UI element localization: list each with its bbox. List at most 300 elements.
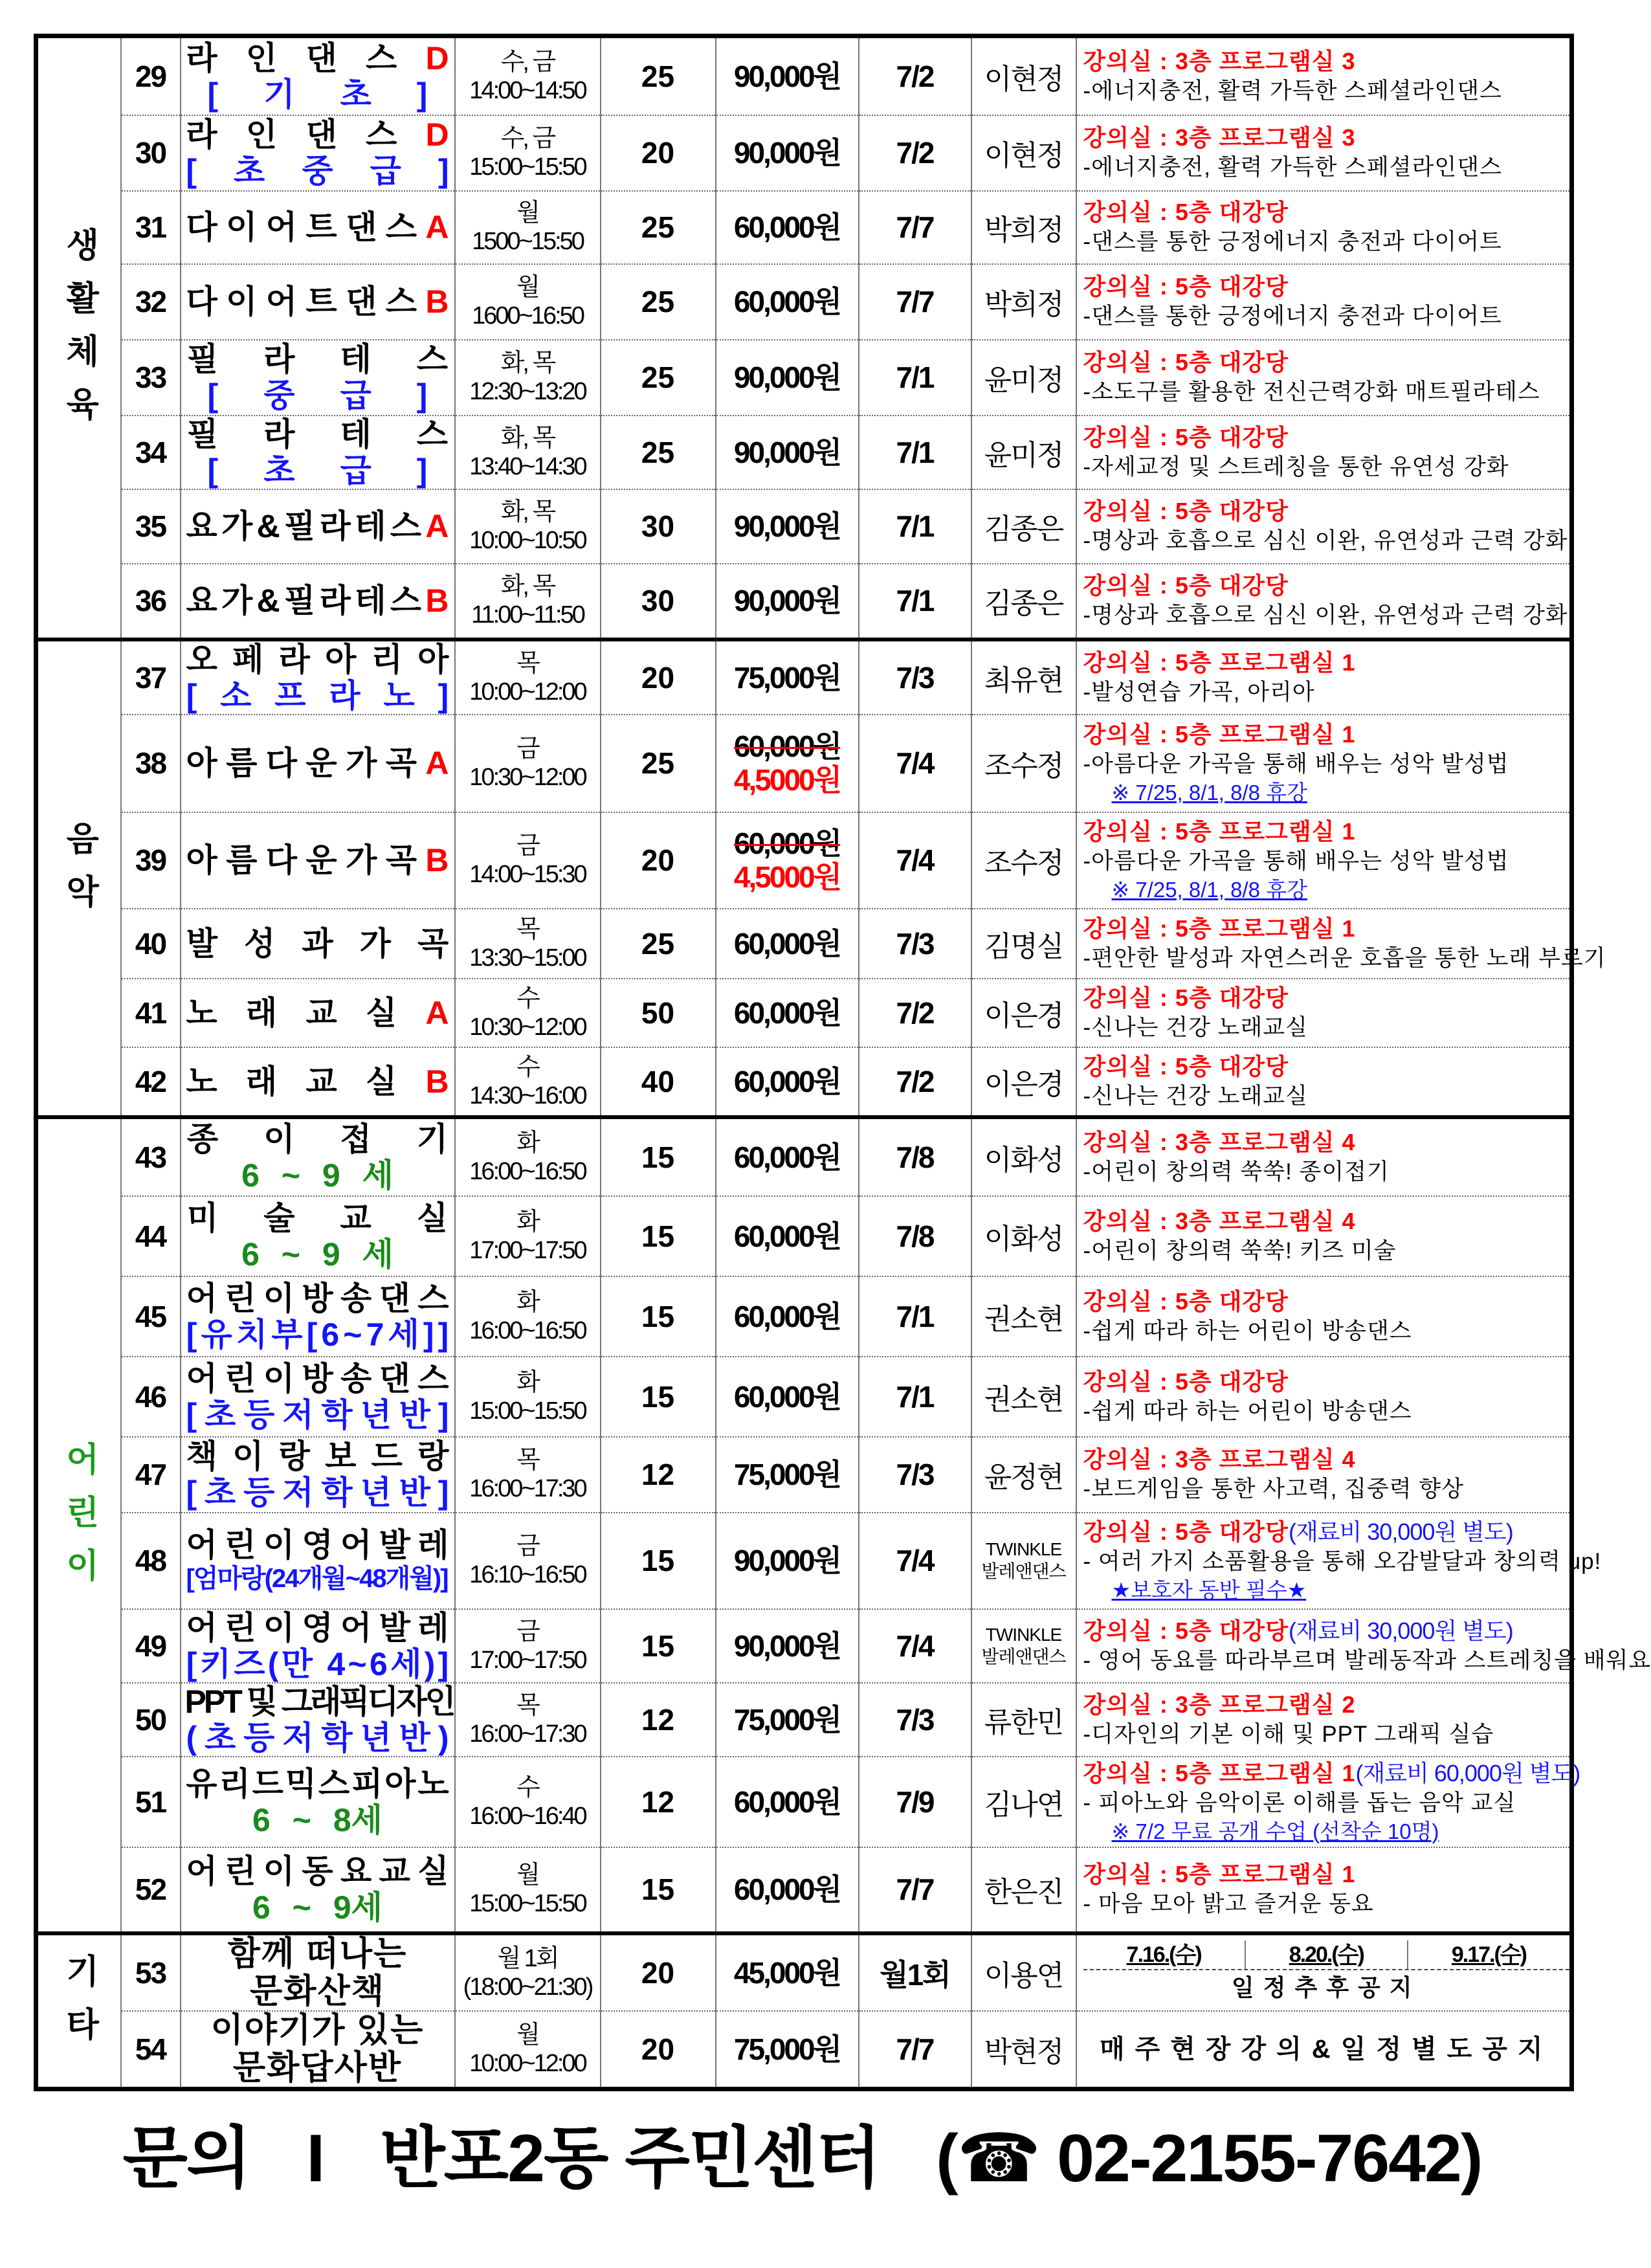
class-description-cell bbox=[1076, 909, 1606, 979]
class-name-cell bbox=[181, 191, 458, 264]
classroom-location bbox=[1083, 720, 1570, 750]
start-date: 7/1 bbox=[859, 1276, 971, 1357]
class-name-line1 bbox=[185, 508, 453, 544]
class-number: 53 bbox=[121, 1933, 181, 2011]
start-date: 7/3 bbox=[859, 1683, 971, 1757]
class-hours: 1500~15:50 bbox=[472, 228, 583, 255]
class-name-line1 bbox=[185, 994, 478, 1031]
classroom-label: 강의실 : 5층 프로그램실 1 bbox=[1083, 649, 1356, 676]
class-name-cell bbox=[181, 1757, 455, 1847]
class-fee: 75,000원 bbox=[733, 660, 841, 695]
class-description: -소도구를 활용한 전신근력강화 매트필라테스 bbox=[1083, 379, 1540, 405]
community-center-name: 반포2동 주민센터 bbox=[380, 2121, 880, 2196]
start-date: 7/3 bbox=[859, 909, 971, 979]
class-fee-cell bbox=[716, 1357, 859, 1437]
class-fee: 75,000원 bbox=[733, 1702, 841, 1737]
class-capacity: 20 bbox=[601, 115, 716, 191]
class-age-range: 6 ~ 8세 bbox=[252, 1801, 382, 1838]
classroom-location bbox=[1083, 1445, 1570, 1474]
instructor-name: 조수정 bbox=[984, 847, 1063, 879]
class-name-cell bbox=[181, 812, 458, 909]
class-hours: 16:00~16:50 bbox=[469, 1317, 586, 1344]
class-name-line1-text bbox=[186, 1766, 450, 1802]
schedule-dates bbox=[1083, 1940, 1570, 1970]
class-hours: 16:00~16:50 bbox=[469, 1157, 586, 1185]
class-capacity: 12 bbox=[601, 1757, 716, 1847]
classroom-label: 강의실 : 5층 대강당 bbox=[1083, 572, 1289, 599]
class-description-cell bbox=[1076, 416, 1572, 489]
instructor-name: TWINKLE bbox=[985, 1624, 1062, 1645]
class-description-cell bbox=[1076, 1196, 1572, 1276]
class-level-label-value: [초등저학년반] bbox=[186, 1396, 457, 1433]
class-name-line1-value: 라인댄스 bbox=[186, 117, 426, 153]
start-date: 7/1 bbox=[859, 416, 971, 489]
class-name-cell bbox=[181, 715, 458, 812]
class-level-label bbox=[185, 1563, 450, 1594]
category-label: 생활체육 bbox=[60, 227, 98, 440]
class-level-label-text bbox=[186, 1317, 453, 1353]
class-time-cell bbox=[455, 909, 601, 979]
class-description: -발성연습 가곡, 아리아 bbox=[1083, 679, 1315, 705]
class-capacity: 40 bbox=[601, 1047, 716, 1117]
class-level-label bbox=[185, 1646, 450, 1682]
instructor-cell bbox=[971, 1847, 1076, 1933]
class-group-letter: A bbox=[425, 994, 478, 1031]
class-number: 39 bbox=[121, 812, 181, 909]
class-day: 금 bbox=[516, 1618, 538, 1645]
class-day: 금 bbox=[516, 832, 538, 860]
class-hours: 13:30~15:00 bbox=[469, 944, 586, 972]
class-notice-link[interactable]: ※ 7/25, 8/1, 8/8 휴강 bbox=[1111, 878, 1307, 902]
class-day: 월 bbox=[516, 2021, 538, 2049]
class-level-label bbox=[185, 452, 473, 489]
class-fee-cell bbox=[716, 1276, 859, 1357]
classroom-label: 강의실 : 3층 프로그램실 4 bbox=[1083, 1128, 1356, 1155]
classroom-label: 강의실 : 5층 대강당 bbox=[1083, 1368, 1289, 1395]
class-level-label-value: [중급] bbox=[207, 377, 473, 414]
class-time-cell bbox=[455, 1437, 601, 1513]
class-name-cell bbox=[181, 1047, 478, 1117]
start-date: 7/1 bbox=[859, 340, 971, 416]
class-name-line1-value: 필라테스 bbox=[186, 416, 494, 452]
class-fee-cell bbox=[716, 639, 859, 715]
class-level-label-text bbox=[208, 452, 473, 489]
class-capacity: 20 bbox=[601, 812, 716, 909]
class-time-cell bbox=[455, 1847, 601, 1933]
table-row bbox=[36, 1276, 1572, 1357]
classroom-label: 강의실 : 5층 대강당 bbox=[1083, 1518, 1289, 1545]
class-day: 수, 금 bbox=[500, 125, 555, 152]
class-fee: 90,000원 bbox=[733, 584, 841, 617]
class-name-cell bbox=[181, 264, 458, 340]
classroom-location bbox=[1083, 571, 1570, 601]
table-row bbox=[36, 812, 1572, 909]
class-description: -어린이 창의력 쑥쑥! 종이접기 bbox=[1083, 1159, 1390, 1184]
class-day: 금 bbox=[516, 735, 538, 762]
class-description: -명상과 호흡으로 심신 이완, 유연성과 근력 강화 bbox=[1083, 603, 1568, 628]
instructor-cell bbox=[971, 979, 1076, 1047]
class-name-line1-text bbox=[186, 1610, 456, 1646]
instructor-name: 이화성 bbox=[984, 1223, 1063, 1255]
class-fee: 60,000원 bbox=[733, 1873, 841, 1906]
class-number: 48 bbox=[121, 1513, 181, 1609]
start-date: 7/7 bbox=[859, 2011, 971, 2089]
instructor-name: 김종은 bbox=[984, 513, 1063, 545]
classroom-location bbox=[1083, 47, 1570, 76]
class-level-label-text bbox=[186, 1720, 456, 1756]
class-fee: 90,000원 bbox=[733, 136, 841, 170]
class-fee-cell bbox=[716, 1117, 859, 1196]
table-row bbox=[36, 1933, 1572, 2011]
class-name-cell bbox=[181, 1276, 455, 1357]
class-number: 47 bbox=[121, 1437, 181, 1513]
class-capacity: 12 bbox=[601, 1683, 716, 1757]
class-description-cell bbox=[1076, 115, 1572, 191]
class-description-cell bbox=[1076, 489, 1572, 564]
class-fee-cell bbox=[716, 1047, 859, 1117]
class-level-label bbox=[185, 153, 486, 189]
class-name-line2: 문화답사반 bbox=[232, 2049, 403, 2087]
table-row bbox=[36, 489, 1572, 564]
instructor-name: 이은경 bbox=[984, 1068, 1063, 1100]
class-capacity: 15 bbox=[601, 1117, 716, 1196]
instructor-cell bbox=[971, 1357, 1076, 1437]
class-level-label bbox=[185, 1316, 453, 1353]
class-name-line1 bbox=[185, 1438, 464, 1474]
classroom-label: 강의실 : 5층 대강당 bbox=[1083, 984, 1289, 1011]
start-date: 7/8 bbox=[859, 1196, 971, 1276]
class-day: 화 bbox=[516, 1368, 538, 1396]
class-name-line1-value: 어린이영어발레 bbox=[186, 1527, 456, 1563]
instructor-cell bbox=[971, 2011, 1076, 2089]
class-name-line1-value: 미술교실 bbox=[186, 1199, 494, 1236]
class-number: 34 bbox=[121, 416, 181, 489]
instructor-cell bbox=[971, 639, 1076, 715]
class-day: 화 bbox=[516, 1288, 538, 1316]
classroom-location bbox=[1083, 817, 1570, 847]
class-name-line1-text bbox=[186, 745, 458, 781]
class-number: 37 bbox=[121, 639, 181, 715]
contact-label: 문의 bbox=[122, 2121, 250, 2196]
class-capacity: 25 bbox=[601, 416, 716, 489]
class-description: -댄스를 통한 긍정에너지 충전과 다이어트 bbox=[1083, 229, 1502, 254]
class-name-line1-text bbox=[186, 583, 452, 619]
class-capacity: 50 bbox=[601, 979, 716, 1047]
classroom-location bbox=[1083, 1517, 1570, 1547]
class-name-cell bbox=[181, 979, 478, 1047]
class-description-cell bbox=[1076, 264, 1572, 340]
class-day: 월 1회 bbox=[497, 1944, 558, 1972]
category-cell bbox=[36, 639, 121, 1117]
class-time-cell bbox=[455, 264, 601, 340]
class-fee-cell bbox=[716, 1847, 859, 1933]
category-cell bbox=[36, 36, 121, 639]
class-name-line1-value: 다이어트댄스 bbox=[186, 284, 426, 320]
class-notice-link[interactable]: ※ 7/25, 8/1, 8/8 휴강 bbox=[1111, 781, 1307, 805]
class-name-line1-text bbox=[187, 1200, 493, 1236]
start-date: 7/3 bbox=[859, 1437, 971, 1513]
class-description-cell bbox=[1076, 1683, 1572, 1757]
class-number: 31 bbox=[121, 191, 181, 264]
class-time-cell bbox=[455, 1933, 601, 2011]
class-name-line1-text bbox=[186, 842, 458, 878]
class-capacity: 20 bbox=[601, 639, 716, 715]
class-name-cell bbox=[181, 1117, 494, 1196]
classroom-label: 강의실 : 3층 프로그램실 3 bbox=[1083, 47, 1356, 74]
class-fee-cell bbox=[716, 1757, 859, 1847]
class-capacity: 15 bbox=[601, 1357, 716, 1437]
class-description: -어린이 창의력 쑥쑥! 키즈 미술 bbox=[1083, 1238, 1397, 1263]
class-fee-cell bbox=[716, 115, 859, 191]
class-hours: 16:00~17:30 bbox=[469, 1475, 586, 1502]
instructor-name-line2: 발레앤댄스 bbox=[981, 1561, 1066, 1581]
table-row bbox=[36, 191, 1572, 264]
class-name-line1-value: 어린이방송댄스 bbox=[186, 1280, 456, 1317]
class-description-cell bbox=[1076, 1276, 1572, 1357]
class-hours: 15:00~15:50 bbox=[469, 1890, 586, 1917]
class-name-cell bbox=[181, 564, 455, 639]
class-capacity: 30 bbox=[601, 489, 716, 564]
classroom-location bbox=[1083, 496, 1570, 526]
class-description-cell bbox=[1076, 639, 1572, 715]
start-date: 7/1 bbox=[859, 489, 971, 564]
classroom-label: 강의실 : 5층 대강당 bbox=[1083, 1287, 1289, 1315]
class-name-cell bbox=[181, 1847, 455, 1933]
instructor-cell bbox=[971, 1513, 1076, 1609]
class-description-cell bbox=[1076, 36, 1572, 115]
class-name-line1-value: 종이접기 bbox=[186, 1120, 494, 1157]
class-name-cell bbox=[181, 639, 472, 715]
schedule-date: 8.20.(수) bbox=[1246, 1940, 1408, 1969]
class-fee-cell bbox=[716, 979, 859, 1047]
class-fee-cell bbox=[716, 1513, 859, 1609]
class-name-line1-value: 노래교실 bbox=[186, 994, 426, 1031]
class-description: - 피아노와 음악이론 이해를 돕는 음악 교실 bbox=[1083, 1790, 1516, 1816]
class-name-line1-text bbox=[186, 284, 458, 320]
class-name-line1-text bbox=[186, 40, 478, 76]
class-name-line1-value: 요가&필라테스 bbox=[186, 583, 426, 619]
contact-footer bbox=[0, 2104, 1604, 2201]
class-name-line1 bbox=[185, 1527, 456, 1563]
class-description: -편안한 발성과 자연스러운 호흡을 통한 노래 부르기 bbox=[1083, 945, 1606, 971]
class-description: -디자인의 기본 이해 및 PPT 그래픽 실습 bbox=[1083, 1721, 1494, 1747]
start-date: 7/8 bbox=[859, 1117, 971, 1196]
class-description-cell bbox=[1076, 1933, 1572, 2011]
classroom-label: 강의실 : 5층 프로그램실 1 bbox=[1083, 915, 1356, 942]
class-description: - 여러 가지 소품활용을 통해 오감발달과 창의력 up! bbox=[1083, 1549, 1602, 1574]
original-fee: 60,000원 bbox=[733, 729, 841, 763]
class-day: 목 bbox=[516, 649, 538, 677]
class-level-label-text bbox=[186, 153, 485, 189]
class-number: 45 bbox=[121, 1276, 181, 1357]
class-fee: 90,000원 bbox=[733, 1629, 841, 1663]
class-name-line1 bbox=[185, 842, 458, 878]
classroom-label: 강의실 : 5층 대강당 bbox=[1083, 349, 1289, 375]
start-date: 7/2 bbox=[859, 36, 971, 115]
class-name-line1 bbox=[185, 1120, 494, 1157]
class-notice-link[interactable]: ※ 7/2 무료 공개 수업 (선착순 10명) bbox=[1111, 1819, 1439, 1843]
class-description-cell bbox=[1076, 1047, 1572, 1117]
class-age-range: 6 ~ 9 세 bbox=[241, 1236, 393, 1273]
class-hours: 10:30~12:00 bbox=[469, 764, 586, 791]
classroom-label: 강의실 : 5층 프로그램실 1 bbox=[1083, 1861, 1356, 1887]
class-number: 41 bbox=[121, 979, 181, 1047]
class-description: -자세교정 및 스트레칭을 통한 유연성 강화 bbox=[1083, 454, 1509, 480]
classroom-label: 강의실 : 5층 대강당 bbox=[1083, 1052, 1289, 1080]
class-fee-cell bbox=[716, 1933, 859, 2011]
table-row bbox=[36, 1357, 1572, 1437]
start-date: 7/1 bbox=[859, 1357, 971, 1437]
table-row bbox=[36, 1683, 1572, 1757]
table-row bbox=[36, 1117, 1572, 1196]
instructor-name-line2: 발레앤댄스 bbox=[981, 1646, 1066, 1667]
instructor-name: 권소현 bbox=[984, 1383, 1063, 1416]
class-hours: 16:00~17:30 bbox=[469, 1720, 586, 1748]
class-level-label-text bbox=[186, 1646, 452, 1682]
class-hours: 15:00~15:50 bbox=[469, 153, 586, 181]
class-hours: 16:10~16:50 bbox=[469, 1561, 586, 1588]
category-label: 음악 bbox=[60, 821, 98, 927]
classroom-location bbox=[1083, 1860, 1570, 1889]
start-date: 7/3 bbox=[859, 639, 971, 715]
class-description: - 마음 모아 밝고 즐거운 동요 bbox=[1083, 1891, 1374, 1917]
class-name-line1-text bbox=[186, 926, 476, 962]
class-number: 40 bbox=[121, 909, 181, 979]
instructor-cell bbox=[971, 909, 1076, 979]
class-name-cell bbox=[181, 1513, 455, 1609]
class-name-line1 bbox=[185, 641, 464, 678]
class-fee-cell bbox=[716, 2011, 859, 2089]
class-time-cell bbox=[455, 1683, 601, 1757]
contact-separator: I bbox=[306, 2121, 324, 2196]
class-level-label-value: [초급] bbox=[207, 452, 473, 489]
class-name-line1-text bbox=[186, 1280, 456, 1317]
classroom-label: 강의실 : 5층 대강당 bbox=[1083, 1617, 1289, 1644]
class-level-label-value: (초등저학년반) bbox=[186, 1719, 457, 1756]
instructor-name: 최유현 bbox=[984, 664, 1063, 696]
class-number: 33 bbox=[121, 340, 181, 416]
class-capacity: 25 bbox=[601, 36, 716, 115]
instructor-cell bbox=[971, 1276, 1076, 1357]
class-day: 목 bbox=[516, 1447, 538, 1474]
classroom-location bbox=[1083, 1690, 1570, 1720]
class-group-letter: D bbox=[425, 117, 478, 153]
class-name-cell bbox=[181, 340, 494, 416]
instructor-cell bbox=[971, 812, 1076, 909]
class-description: -신나는 건강 노래교실 bbox=[1083, 1014, 1308, 1040]
class-description-cell bbox=[1076, 2011, 1572, 2089]
class-name-line1-text bbox=[186, 1438, 464, 1474]
class-day: 화 bbox=[516, 1129, 538, 1157]
instructor-name: 이현정 bbox=[984, 63, 1063, 95]
start-date: 7/7 bbox=[859, 191, 971, 264]
class-name-cell bbox=[181, 489, 455, 564]
class-day: 목 bbox=[516, 1691, 538, 1719]
class-name-line1 bbox=[185, 341, 494, 377]
class-level-label-text bbox=[186, 1563, 447, 1594]
class-description: - 영어 동요를 따라부르며 발레동작과 스트레칭을 배워요 bbox=[1083, 1647, 1651, 1673]
start-date: 7/2 bbox=[859, 115, 971, 191]
instructor-name: 김나연 bbox=[984, 1788, 1063, 1821]
class-day: 월 bbox=[516, 199, 538, 227]
class-level-label bbox=[185, 1474, 457, 1511]
class-name-line1: 함께 떠나는 bbox=[227, 1935, 408, 1973]
class-description-cell bbox=[1076, 715, 1572, 812]
class-time-cell bbox=[455, 564, 601, 639]
class-name-line1-value: 발성과가곡 bbox=[186, 925, 476, 962]
class-name-line1 bbox=[185, 1199, 494, 1236]
class-description-cell bbox=[1076, 1609, 1651, 1683]
class-description-cell bbox=[1076, 1847, 1572, 1933]
class-name-line1-value: 책이랑보드랑 bbox=[186, 1438, 464, 1474]
class-level-label-text bbox=[208, 76, 473, 113]
class-level-label bbox=[185, 1719, 457, 1756]
classroom-location bbox=[1083, 648, 1570, 678]
class-fee-cell bbox=[716, 36, 859, 115]
class-fee-cell bbox=[716, 191, 859, 264]
class-number: 43 bbox=[121, 1117, 181, 1196]
class-level-label-value: [키즈(만 4~6세)] bbox=[186, 1645, 452, 1682]
class-fee-cell bbox=[716, 909, 859, 979]
class-description-cell bbox=[1076, 340, 1572, 416]
category-cell bbox=[36, 1117, 121, 1933]
class-description-cell bbox=[1076, 564, 1572, 639]
class-fee: 45,000원 bbox=[733, 1955, 841, 1990]
instructor-cell bbox=[971, 1757, 1076, 1847]
class-group-letter: B bbox=[425, 842, 458, 878]
start-date: 7/4 bbox=[859, 1513, 971, 1609]
class-level-label-value: [기초] bbox=[207, 76, 473, 113]
instructor-cell bbox=[971, 416, 1076, 489]
class-fee-cell bbox=[716, 1609, 859, 1683]
class-name-line1-value: 요가&필라테스 bbox=[186, 508, 426, 544]
class-day: 월 bbox=[516, 274, 538, 301]
class-capacity: 30 bbox=[601, 564, 716, 639]
instructor-cell bbox=[971, 1117, 1076, 1196]
class-description: -쉽게 따라 하는 어린이 방송댄스 bbox=[1083, 1398, 1412, 1424]
class-fee-cell bbox=[716, 1437, 859, 1513]
table-row bbox=[36, 1757, 1572, 1847]
classroom-label: 강의실 : 3층 프로그램실 3 bbox=[1083, 124, 1356, 151]
class-description: -쉽게 따라 하는 어린이 방송댄스 bbox=[1083, 1318, 1412, 1344]
class-description: -아름다운 가곡을 통해 배우는 성악 발성법 bbox=[1083, 849, 1509, 874]
discounted-fee: 4,5000원 bbox=[733, 860, 841, 894]
class-hours: 14:00~15:30 bbox=[469, 861, 586, 888]
class-description-cell bbox=[1076, 979, 1572, 1047]
class-level-label-value: [소프라노] bbox=[186, 677, 472, 714]
class-notice-link[interactable]: ★보호자 동반 필수★ bbox=[1111, 1578, 1307, 1602]
class-name-cell bbox=[181, 2011, 455, 2089]
class-capacity: 20 bbox=[601, 1933, 716, 2011]
class-name-line1-text bbox=[185, 1684, 454, 1720]
instructor-cell bbox=[971, 1437, 1076, 1513]
class-age-range: 6 ~ 9 세 bbox=[241, 1157, 393, 1194]
class-fee-cell bbox=[716, 489, 859, 564]
class-level-label-text bbox=[186, 1474, 456, 1511]
table-row bbox=[36, 1609, 1572, 1683]
classroom-location bbox=[1083, 1616, 1570, 1646]
instructor-name: 권소현 bbox=[984, 1303, 1063, 1335]
instructor-cell bbox=[971, 1047, 1076, 1117]
class-time-cell bbox=[455, 489, 601, 564]
class-name-cell bbox=[181, 416, 494, 489]
material-fee-note: (재료비 30,000원 별도) bbox=[1288, 1518, 1513, 1545]
class-number: 54 bbox=[121, 2011, 181, 2089]
class-number: 49 bbox=[121, 1609, 181, 1683]
class-time-cell bbox=[455, 715, 601, 812]
instructor-name: 김종은 bbox=[984, 588, 1063, 619]
class-number: 42 bbox=[121, 1047, 181, 1117]
